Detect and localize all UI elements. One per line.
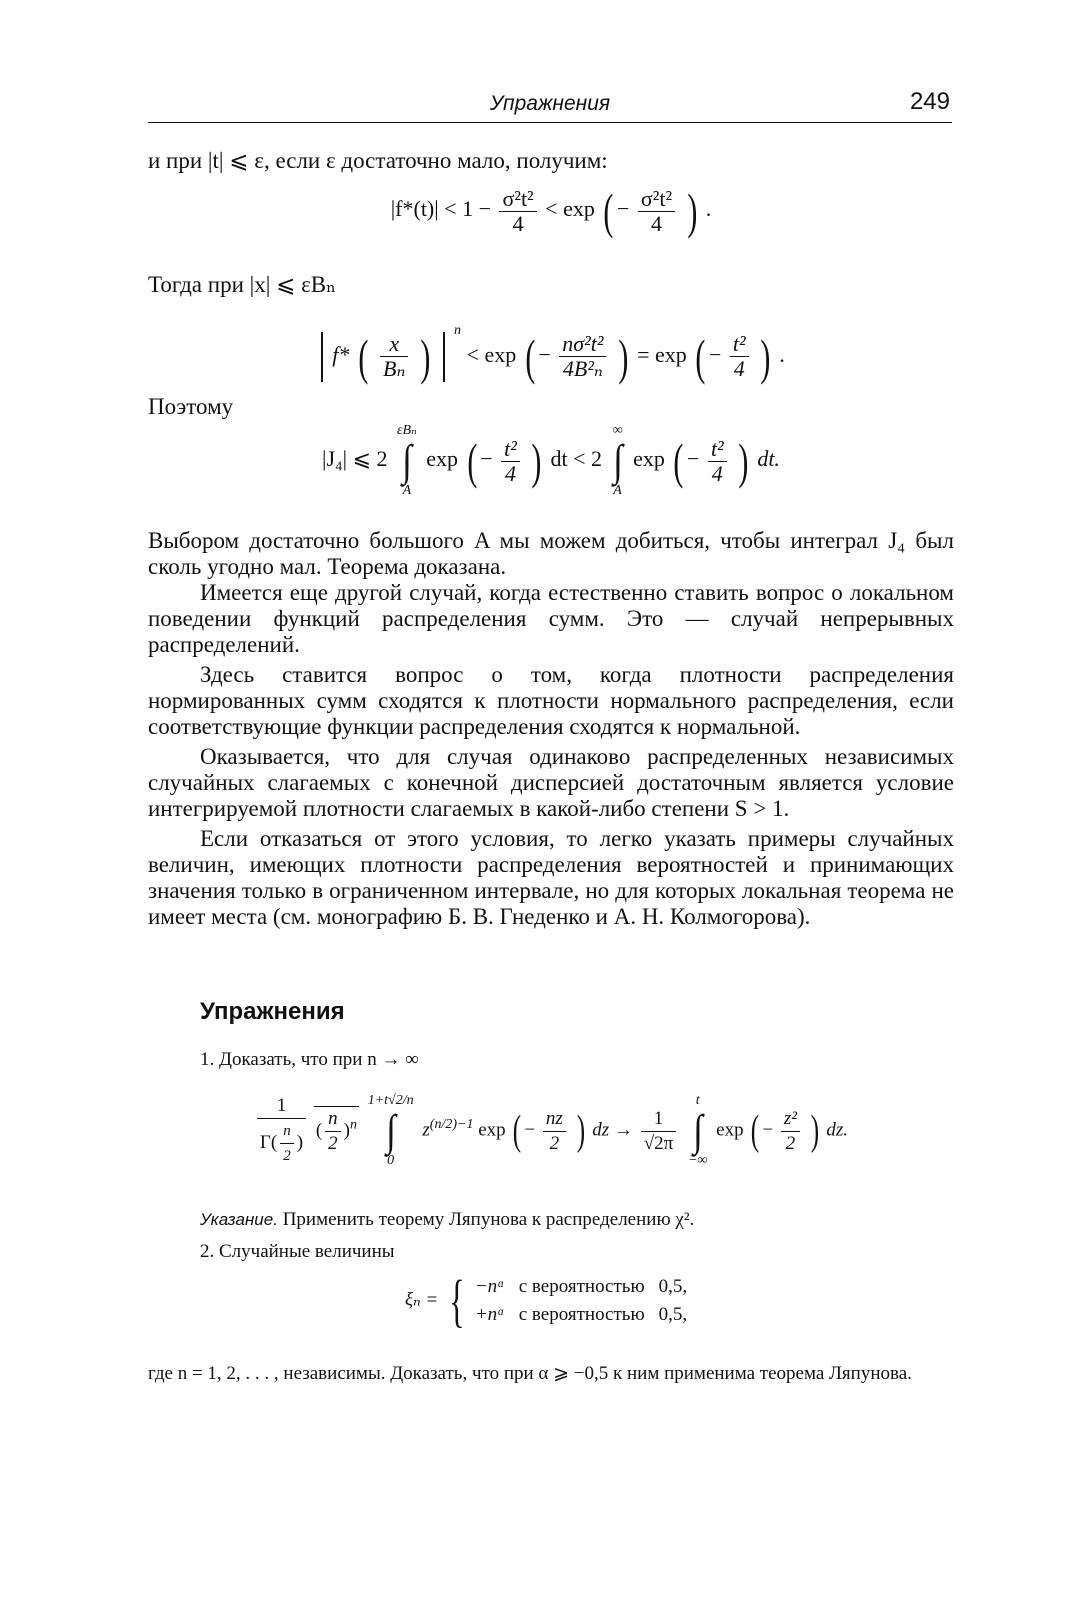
formula-3-tail: dt. bbox=[757, 446, 780, 472]
right-paren: ) bbox=[686, 183, 697, 239]
integral-sign: ∫ bbox=[385, 1106, 396, 1155]
exp-label: exp bbox=[633, 446, 665, 472]
formula-3-frac-1 bbox=[501, 437, 520, 486]
exercise-2-text: 2. Случайные величины bbox=[200, 1241, 395, 1262]
frac-numerator: σ²t² bbox=[638, 187, 675, 212]
right-paren: ) bbox=[618, 328, 629, 385]
right-paren: ) bbox=[760, 328, 771, 385]
case-row bbox=[471, 1301, 697, 1329]
integral-lower-limit: A bbox=[402, 483, 412, 498]
left-brace: { bbox=[449, 1268, 465, 1333]
right-paren: ) bbox=[738, 433, 749, 489]
case-prob: 0,5, bbox=[658, 1304, 688, 1325]
paragraph-1: Выбором достаточно большого A мы можем добиться, чтобы интеграл J₄ был сколь угодно мал. Теорема доказана. bbox=[148, 528, 954, 579]
page-number: 249 bbox=[909, 88, 950, 115]
power-n: n bbox=[349, 1117, 357, 1133]
frac-numerator: n bbox=[325, 1107, 341, 1132]
formula-tail: dz. bbox=[826, 1119, 849, 1141]
paragraph-4: Оказывается, что для случая одинаково распределенных независимых случайных слагаемых с конечной дисперсией достаточным является условие интегрируемой плотности слагаемых в какой-либо степени S > 1. bbox=[148, 744, 954, 821]
integral-1 bbox=[368, 1094, 414, 1168]
left-paren: ( bbox=[525, 328, 536, 385]
abs-bar-left bbox=[321, 332, 323, 382]
right-paren: ) bbox=[420, 328, 431, 385]
exp-label: exp bbox=[478, 1119, 506, 1141]
formula-2-frac-t bbox=[730, 332, 749, 381]
frac-denominator: 4 bbox=[512, 210, 524, 236]
case-desc: с вероятностью bbox=[518, 1276, 645, 1297]
right-paren: ) bbox=[531, 433, 542, 489]
line-then: Тогда при |x| ⩽ εBₙ bbox=[148, 272, 337, 297]
integral-upper-limit: ∞ bbox=[612, 423, 623, 438]
formula-1-frac-1 bbox=[499, 187, 536, 236]
frac-numerator: x bbox=[380, 332, 408, 357]
exercise-1-text: 1. Доказать, что при n → ∞ bbox=[200, 1049, 419, 1070]
frac-denominator: Bₙ bbox=[383, 356, 406, 382]
frac-denominator: 2 bbox=[283, 1148, 291, 1164]
frac-denominator: 2 bbox=[328, 1133, 338, 1154]
n-over-2-frac bbox=[325, 1107, 341, 1156]
power-n: n bbox=[454, 323, 462, 338]
frac-numerator: 1 bbox=[641, 1107, 677, 1132]
integral-upper-limit: εBₙ bbox=[397, 423, 417, 438]
frac-denominator: 4 bbox=[650, 210, 662, 236]
left-paren: ( bbox=[673, 433, 684, 489]
formula-3-mid: dt < 2 bbox=[550, 446, 603, 472]
integral-lower-limit: 0 bbox=[387, 1153, 395, 1168]
sqrt-expression: ( $\frac{n}{2}$ )$^n$ bbox=[315, 1108, 357, 1154]
left-paren: ( bbox=[358, 328, 369, 385]
paragraph-5: Если отказаться от этого условия, то легко указать примеры случайных величин, имеющих плотности распределения вероятностей и принимающих значения только в ограниченном интервале, но для которых локальная теорема не имеет места (см. монографию Б. В. Гнеденко и А. Н. Колмогорова). bbox=[148, 826, 954, 929]
frac-denominator: 2 bbox=[549, 1132, 560, 1154]
integral-sign: ∫ bbox=[402, 436, 412, 485]
frac-numerator: 1 bbox=[257, 1094, 306, 1119]
z-base: z bbox=[422, 1119, 430, 1141]
formula-2-frac-n bbox=[559, 332, 606, 381]
exercise-2-formula bbox=[148, 1268, 954, 1333]
exp-label: exp bbox=[716, 1119, 744, 1141]
cases-table bbox=[471, 1273, 697, 1329]
formula-1-lhs: |f*(t)| < 1 − bbox=[390, 196, 491, 222]
integral-lower-limit: −∞ bbox=[687, 1153, 708, 1168]
intro-line: и при |t| ⩽ ε, если ε достаточно мало, получим: bbox=[148, 148, 608, 173]
integral-upper-limit: 1+t√2/n bbox=[367, 1093, 414, 1108]
formula-2-fstar: f* bbox=[332, 342, 350, 367]
frac-denominator: 4 bbox=[711, 460, 723, 486]
integral-sign: ∫ bbox=[612, 436, 623, 485]
frac-numerator: σ²t² bbox=[499, 187, 536, 212]
frac-numerator: t² bbox=[501, 437, 520, 462]
section-heading: Упражнения bbox=[200, 998, 345, 1025]
integral-1 bbox=[397, 424, 417, 498]
integral-lower-limit: A bbox=[613, 483, 622, 498]
formula-2-mid: < exp bbox=[466, 342, 517, 367]
integral-sign: ∫ bbox=[692, 1106, 703, 1155]
paragraph-2: Имеется еще другой случай, когда естественно ставить вопрос о локальном поведении функций распределения сумм. Это — случай непрерывных распределений. bbox=[148, 580, 954, 657]
hint-text: Применить теорему Ляпунова к распределению χ². bbox=[282, 1209, 695, 1230]
left-paren: ( bbox=[751, 1108, 760, 1154]
gamma-frac bbox=[257, 1094, 306, 1168]
frac-numerator: nσ²t² bbox=[559, 332, 606, 357]
right-paren: ) bbox=[576, 1108, 585, 1154]
left-paren: ( bbox=[513, 1108, 522, 1154]
left-paren: ( bbox=[466, 433, 477, 489]
formula-3-frac-2 bbox=[708, 437, 727, 486]
frac-denominator: 4 bbox=[504, 460, 516, 486]
running-head-title: Упражнения bbox=[489, 92, 611, 115]
formula-2-eq: = exp bbox=[637, 342, 687, 367]
z2-frac bbox=[781, 1107, 800, 1156]
formula-3-lhs: |J₄| ⩽ 2 bbox=[322, 446, 388, 472]
formula-1-mid: < exp bbox=[545, 196, 595, 222]
z-exponent: (n/2)−1 bbox=[429, 1117, 474, 1133]
running-head bbox=[148, 88, 952, 123]
case-prob: 0,5, bbox=[658, 1276, 688, 1297]
hint-label: Указание. bbox=[200, 1210, 278, 1229]
formula-3: |J₄| ⩽ 2 εBₙ ∫ A exp ( − $\frac{\text{t²}}{4}$ ) dt < 2 ∞ ∫ A exp ( − $\frac{\text{t²}}{4}$ ) dt. bbox=[322, 423, 780, 498]
integral-2 bbox=[688, 1094, 707, 1168]
frac-denominator: 4B²ₙ bbox=[562, 356, 603, 382]
integral-upper-limit: t bbox=[695, 1093, 700, 1108]
abs-bar-right bbox=[443, 332, 445, 382]
formula-1: |f*(t)| < 1 − $\frac{\text{σ²t²}}{4}$ < exp ( − $\frac{\text{σ²t²}}{4}$ ) . bbox=[390, 183, 712, 239]
frac-numerator: n bbox=[280, 1119, 294, 1144]
left-paren: ( bbox=[695, 328, 706, 385]
exercise-1-hint bbox=[200, 1208, 954, 1232]
cases-block bbox=[443, 1268, 697, 1333]
frac-denominator: 4 bbox=[733, 356, 745, 382]
frac-denominator: 2 bbox=[785, 1132, 796, 1154]
n-over-2 bbox=[280, 1119, 294, 1168]
frac-numerator: z² bbox=[781, 1107, 800, 1132]
formula-1-frac-2 bbox=[638, 187, 675, 236]
frac-numerator: t² bbox=[730, 332, 749, 357]
formula-2: f* ( $\frac{x}{\text{Bₙ}}$ ) $^n$ < exp ( − $\frac{\text{nσ²t²}}{\text{4B²ₙ}}$ ) = exp ( − $\frac{\text{t²}}{4}$ ) . bbox=[148, 318, 954, 382]
gamma-symbol: Γ bbox=[259, 1131, 271, 1153]
dz-arrow: dz → bbox=[592, 1119, 633, 1141]
frac-numerator: t² bbox=[708, 437, 727, 462]
case-value: −nᵅ bbox=[474, 1276, 505, 1297]
formula-1-tail: . bbox=[705, 196, 712, 222]
frac-denominator: Γ( $\frac{n}{2}$ ) bbox=[257, 1119, 306, 1168]
line-therefore: Поэтому bbox=[148, 394, 234, 419]
paragraph-3: Здесь ставится вопрос о том, когда плотности распределения нормированных сумм сходятся к плотности нормального распределения, если соответствующие функции распределения сходятся к нормальной. bbox=[148, 662, 954, 739]
xi-lhs: ξₙ = bbox=[404, 1289, 439, 1311]
frac-numerator: nz bbox=[543, 1107, 566, 1132]
nz-frac bbox=[543, 1107, 566, 1156]
exercise-1-formula: 1 Γ( $\frac{n}{2}$ ) ( $\frac{n}{2}$ )$^n$ 1+t√2/n ∫ 0 $z^{(n/2)-1}$ exp ( − $\frac{nz}{2}$ ) dz → $\frac{1}{√2\pi}$ t ∫ −∞ exp ( − $\frac{\text{z²}}{2}$ ) dz. bbox=[148, 1094, 954, 1168]
case-row bbox=[471, 1273, 697, 1301]
case-value: +nᵅ bbox=[474, 1304, 505, 1325]
sqrt2pi-frac bbox=[641, 1107, 677, 1156]
right-paren: ) bbox=[810, 1108, 819, 1154]
case-desc: с вероятностью bbox=[518, 1304, 645, 1325]
exp-label: exp bbox=[426, 446, 459, 472]
formula-2-frac-x bbox=[380, 332, 408, 381]
integral-2 bbox=[612, 424, 624, 498]
formula-2-tail: . bbox=[779, 342, 785, 367]
frac-denominator: √2π bbox=[643, 1132, 674, 1154]
left-paren: ( bbox=[603, 183, 614, 239]
exercise-2-tail: где n = 1, 2, . . . , независимы. Доказать, что при α ⩾ −0,5 к ним применима теорема Ляпунова. bbox=[148, 1363, 912, 1384]
